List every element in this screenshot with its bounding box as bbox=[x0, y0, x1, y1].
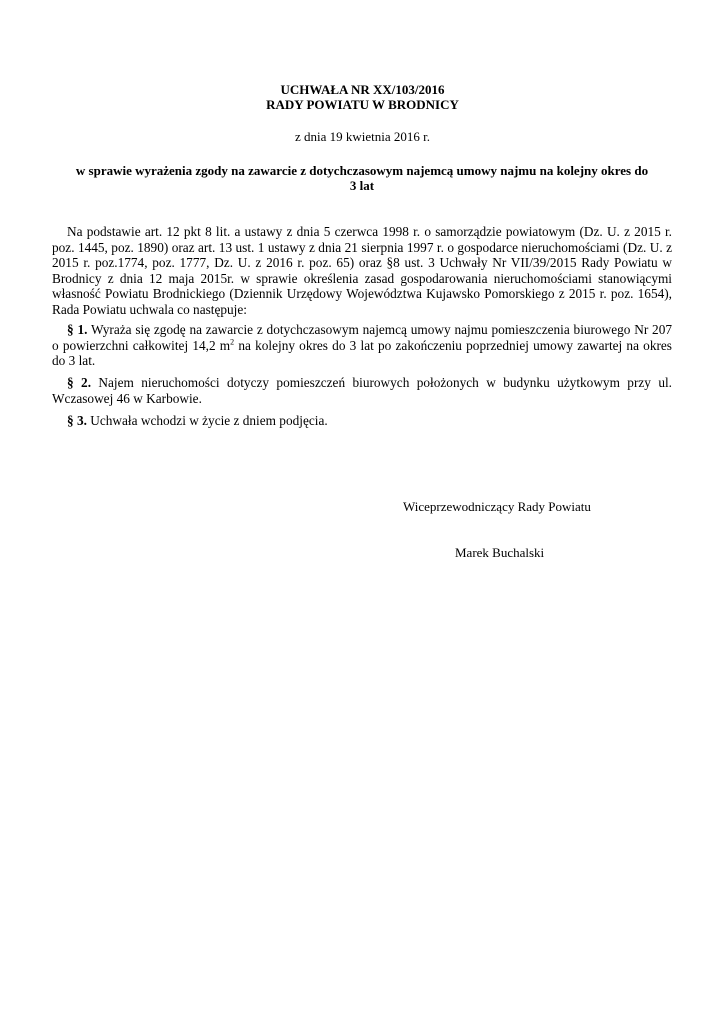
paragraph-1-text-b: na kolejny okres do 3 lat po zakończeniu poprzedniej umowy zawartej na okres do 3 lat. bbox=[52, 337, 672, 368]
paragraph-1-label: § 1. bbox=[67, 322, 88, 337]
resolution-title bbox=[0, 82, 725, 112]
paragraph-2 bbox=[52, 375, 672, 406]
paragraph-2-text: Najem nieruchomości dotyczy pomieszczeń biurowych położonych w budynku użytkowym przy ul. Wczasowej 46 w Karbowie. bbox=[52, 375, 672, 406]
resolution-subject bbox=[52, 163, 672, 193]
preamble bbox=[52, 224, 672, 317]
resolution-date: z dnia 19 kwietnia 2016 r. bbox=[294, 129, 431, 144]
resolution-council: RADY POWIATU W BRODNICY bbox=[266, 97, 459, 112]
paragraph-3 bbox=[52, 413, 672, 429]
resolution-number: UCHWAŁA NR XX/103/2016 bbox=[280, 82, 445, 97]
paragraph-1 bbox=[52, 322, 672, 369]
subject-line-1: w sprawie wyrażenia zgody na zawarcie z dotychczasowym najemcą umowy najmu na kolejny okres do bbox=[75, 163, 649, 178]
subject-line-2: 3 lat bbox=[349, 178, 375, 193]
paragraph-1-text-a: Wyraża się zgodę na zawarcie z dotychczasowym najemcą umowy najmu pomieszczenia biurowego Nr 207 o powierzchni całkowitej 14,2 m bbox=[52, 322, 672, 353]
paragraph-3-text: Uchwała wchodzi w życie z dniem podjęcia. bbox=[86, 413, 328, 428]
signature-name: Marek Buchalski bbox=[455, 545, 545, 560]
paragraph-3-label: § 3. bbox=[67, 413, 87, 428]
signature-title: Wiceprzewodniczący Rady Powiatu bbox=[403, 499, 591, 514]
paragraph-1-superscript: 2 bbox=[230, 337, 235, 347]
paragraph-2-label: § 2. bbox=[67, 375, 92, 390]
preamble-text: Na podstawie art. 12 pkt 8 lit. a ustawy z dnia 5 czerwca 1998 r. o samorządzie powiatowym (Dz. U. z 2015 r. poz. 1445, poz. 1890) oraz art. 13 ust. 1 ustawy z dnia 21 sierpnia 1997 r. o gospodarce nieruchomościami (Dz. U. z 2015 r. poz.1774, poz. 1777, Dz. U. z 2016 r. poz. 65) oraz §8 ust. 3 Uchwały Nr VII/39/2015 Rady Powiatu w Brodnicy z dnia 12 maja 2015r. w sprawie określenia zasad gospodarowania nieruchomościami stanowiącymi własność Powiatu Brodnickiego (Dziennik Urzędowy Województwa Kujawsko Pomorskiego z 2015 r. poz. 1654), Rada Powiatu uchwala co następuje: bbox=[52, 224, 672, 317]
